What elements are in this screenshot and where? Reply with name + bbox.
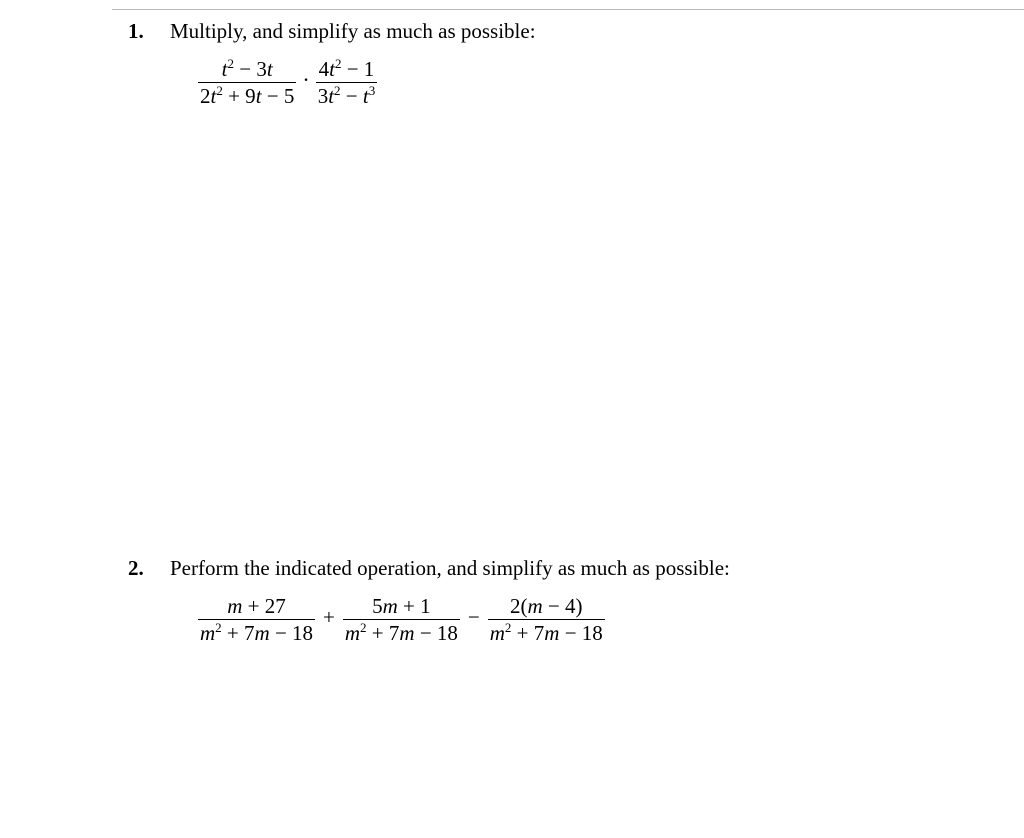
top-rule	[112, 9, 1024, 10]
problem-1-prompt: Multiply, and simplify as much as possible:	[170, 19, 536, 43]
fraction-c-numerator: 2(m − 4)	[510, 594, 583, 618]
multiply-dot: ·	[302, 66, 310, 92]
fraction-1-denominator: $2t^2 + 9t - 5$	[200, 83, 295, 108]
problem-1-prompt-line	[128, 18, 536, 44]
fraction-2-numerator: $4t^2 - 1$	[318, 56, 375, 81]
fraction-1-numerator: $t^2 - 3t$	[221, 56, 273, 81]
fraction-b	[343, 593, 460, 646]
fraction-1	[198, 56, 296, 109]
fraction-a-denominator: $m^2 + 7m - 18$	[200, 620, 314, 645]
problem-2	[128, 555, 730, 646]
problem-1-expression	[198, 56, 536, 109]
problem-1	[128, 18, 536, 109]
minus-sign: −	[467, 605, 480, 629]
plus-sign: +	[323, 605, 335, 629]
problem-1-number: 1.	[128, 19, 144, 43]
fraction-c-denominator: $m^2 + 7m - 18$	[489, 620, 603, 645]
problem-2-prompt-line	[128, 555, 730, 581]
fraction-a-numerator: m + 27	[227, 594, 286, 618]
fraction-2-denominator: $3t^2 - t^3$	[317, 83, 376, 108]
fraction-a	[198, 593, 315, 646]
problem-2-number: 2.	[128, 556, 144, 580]
fraction-c	[488, 593, 605, 646]
fraction-b-numerator: 5m + 1	[372, 594, 431, 618]
fraction-2	[316, 56, 378, 109]
problem-2-prompt: Perform the indicated operation, and simplify as much as possible:	[170, 556, 730, 580]
fraction-b-denominator: $m^2 + 7m - 18$	[344, 620, 458, 645]
problem-2-expression	[198, 593, 730, 646]
